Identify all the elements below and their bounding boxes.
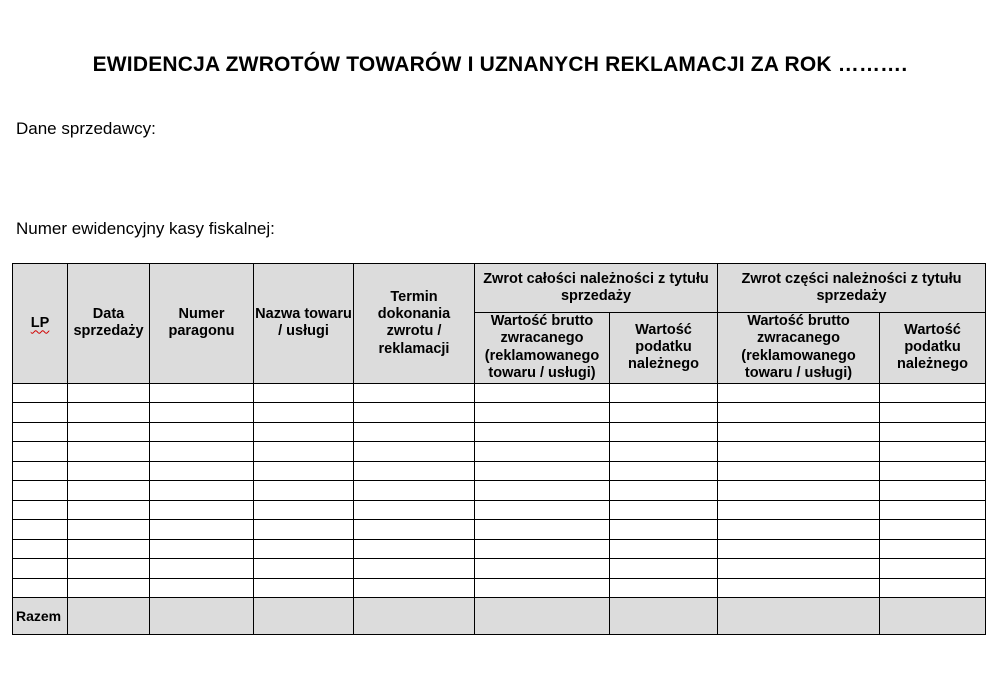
header-receipt-number: Numer paragonu bbox=[150, 264, 254, 384]
table-cell[interactable] bbox=[254, 481, 354, 501]
seller-data-label: Dane sprzedawcy: bbox=[16, 119, 156, 138]
header-full-tax-value: Wartość podatku należnego bbox=[610, 313, 718, 384]
table-cell[interactable] bbox=[254, 461, 354, 481]
table-cell[interactable] bbox=[150, 520, 254, 540]
total-cell[interactable] bbox=[254, 598, 354, 635]
table-cell[interactable] bbox=[13, 442, 68, 462]
table-cell[interactable] bbox=[880, 520, 986, 540]
table-row bbox=[13, 461, 986, 481]
table-cell[interactable] bbox=[718, 461, 880, 481]
table-cell[interactable] bbox=[475, 442, 610, 462]
header-full-return-group: Zwrot całości należności z tytułu sprzedaży bbox=[475, 264, 718, 313]
table-cell[interactable] bbox=[68, 578, 150, 598]
table-row bbox=[13, 578, 986, 598]
table-cell[interactable] bbox=[354, 500, 475, 520]
table-cell[interactable] bbox=[880, 442, 986, 462]
table-cell[interactable] bbox=[254, 559, 354, 579]
table-cell[interactable] bbox=[880, 461, 986, 481]
table-cell[interactable] bbox=[718, 539, 880, 559]
table-cell[interactable] bbox=[718, 442, 880, 462]
table-cell[interactable] bbox=[610, 403, 718, 423]
table-row bbox=[13, 442, 986, 462]
header-full-gross-value: Wartość brutto zwracanego (reklamowanego towaru / usługi) bbox=[475, 313, 610, 384]
table-cell[interactable] bbox=[254, 520, 354, 540]
table-cell[interactable] bbox=[475, 559, 610, 579]
table-cell[interactable] bbox=[354, 383, 475, 403]
table-cell[interactable] bbox=[880, 422, 986, 442]
table-cell[interactable] bbox=[150, 403, 254, 423]
table-cell[interactable] bbox=[610, 539, 718, 559]
table-row bbox=[13, 383, 986, 403]
table-cell[interactable] bbox=[475, 383, 610, 403]
page-title: EWIDENCJA ZWROTÓW TOWARÓW I UZNANYCH REKLAMACJI ZA ROK ………. bbox=[92, 53, 908, 76]
total-cell[interactable] bbox=[150, 598, 254, 635]
returns-register-table bbox=[12, 263, 986, 635]
total-label: Razem bbox=[13, 598, 68, 635]
table-cell[interactable] bbox=[68, 422, 150, 442]
table-cell[interactable] bbox=[610, 383, 718, 403]
table-cell[interactable] bbox=[68, 461, 150, 481]
table-cell[interactable] bbox=[150, 539, 254, 559]
table-cell[interactable] bbox=[475, 578, 610, 598]
header-sale-date: Data sprzedaży bbox=[68, 264, 150, 384]
table-cell[interactable] bbox=[610, 461, 718, 481]
table-cell[interactable] bbox=[68, 403, 150, 423]
table-cell[interactable] bbox=[354, 539, 475, 559]
total-cell[interactable] bbox=[68, 598, 150, 635]
table-cell[interactable] bbox=[68, 539, 150, 559]
header-lp bbox=[13, 264, 68, 384]
table-cell[interactable] bbox=[610, 559, 718, 579]
table-cell[interactable] bbox=[880, 559, 986, 579]
header-partial-tax-value: Wartość podatku należnego bbox=[880, 313, 986, 384]
table-cell[interactable] bbox=[150, 500, 254, 520]
table-cell[interactable] bbox=[610, 500, 718, 520]
table-cell[interactable] bbox=[610, 442, 718, 462]
table-cell[interactable] bbox=[610, 422, 718, 442]
table-row bbox=[13, 422, 986, 442]
table-cell[interactable] bbox=[150, 442, 254, 462]
table-cell[interactable] bbox=[13, 383, 68, 403]
table-cell[interactable] bbox=[475, 461, 610, 481]
table-cell[interactable] bbox=[254, 403, 354, 423]
table-cell[interactable] bbox=[254, 500, 354, 520]
table-row bbox=[13, 539, 986, 559]
total-cell[interactable] bbox=[354, 598, 475, 635]
table-cell[interactable] bbox=[475, 520, 610, 540]
table-row bbox=[13, 481, 986, 501]
table-cell[interactable] bbox=[354, 578, 475, 598]
table-cell[interactable] bbox=[718, 559, 880, 579]
table-cell[interactable] bbox=[475, 500, 610, 520]
table-cell[interactable] bbox=[13, 481, 68, 501]
table-cell[interactable] bbox=[150, 383, 254, 403]
table-cell[interactable] bbox=[718, 422, 880, 442]
table-cell[interactable] bbox=[880, 500, 986, 520]
table-cell[interactable] bbox=[150, 422, 254, 442]
table-cell[interactable] bbox=[880, 578, 986, 598]
table-cell[interactable] bbox=[13, 500, 68, 520]
total-cell[interactable] bbox=[475, 598, 610, 635]
table-cell[interactable] bbox=[13, 403, 68, 423]
table-cell[interactable] bbox=[880, 383, 986, 403]
table-cell[interactable] bbox=[354, 520, 475, 540]
fiscal-register-number-label: Numer ewidencyjny kasy fiskalnej: bbox=[16, 219, 275, 238]
table-cell[interactable] bbox=[354, 422, 475, 442]
table-body bbox=[13, 383, 986, 598]
header-partial-gross-value: Wartość brutto zwracanego (reklamowanego towaru / usługi) bbox=[718, 313, 880, 384]
total-cell[interactable] bbox=[718, 598, 880, 635]
table-cell[interactable] bbox=[150, 461, 254, 481]
table-cell[interactable] bbox=[254, 578, 354, 598]
table-cell[interactable] bbox=[68, 520, 150, 540]
table-cell[interactable] bbox=[610, 520, 718, 540]
total-cell[interactable] bbox=[610, 598, 718, 635]
table-row bbox=[13, 500, 986, 520]
table-cell[interactable] bbox=[150, 559, 254, 579]
table-cell[interactable] bbox=[254, 539, 354, 559]
table-cell[interactable] bbox=[150, 578, 254, 598]
table-cell[interactable] bbox=[254, 383, 354, 403]
table-cell[interactable] bbox=[13, 520, 68, 540]
header-return-date: Termin dokonania zwrotu / reklamacji bbox=[354, 264, 475, 384]
table-cell[interactable] bbox=[13, 422, 68, 442]
table-row bbox=[13, 520, 986, 540]
total-cell[interactable] bbox=[880, 598, 986, 635]
table-cell[interactable] bbox=[880, 481, 986, 501]
table-cell[interactable] bbox=[880, 539, 986, 559]
header-item-name: Nazwa towaru / usługi bbox=[254, 264, 354, 384]
table-cell[interactable] bbox=[68, 500, 150, 520]
table-row bbox=[13, 403, 986, 423]
table-cell[interactable] bbox=[718, 481, 880, 501]
table-cell[interactable] bbox=[610, 481, 718, 501]
table-cell[interactable] bbox=[475, 422, 610, 442]
table-row bbox=[13, 559, 986, 579]
table-cell[interactable] bbox=[68, 481, 150, 501]
table-cell[interactable] bbox=[150, 481, 254, 501]
table-cell[interactable] bbox=[718, 520, 880, 540]
table-cell[interactable] bbox=[13, 539, 68, 559]
table-cell[interactable] bbox=[354, 403, 475, 423]
table-cell[interactable] bbox=[354, 559, 475, 579]
table-cell[interactable] bbox=[610, 578, 718, 598]
table-cell[interactable] bbox=[718, 403, 880, 423]
table-cell[interactable] bbox=[13, 559, 68, 579]
table-cell[interactable] bbox=[475, 403, 610, 423]
table-cell[interactable] bbox=[68, 559, 150, 579]
table-cell[interactable] bbox=[354, 442, 475, 462]
table-cell[interactable] bbox=[718, 578, 880, 598]
table-cell[interactable] bbox=[254, 442, 354, 462]
table-cell[interactable] bbox=[68, 383, 150, 403]
table-cell[interactable] bbox=[475, 539, 610, 559]
header-partial-return-group: Zwrot części należności z tytułu sprzedaży bbox=[718, 264, 986, 313]
total-row bbox=[13, 598, 986, 635]
header-lp-label: LP bbox=[30, 314, 50, 331]
table-cell[interactable] bbox=[718, 500, 880, 520]
table-cell[interactable] bbox=[354, 481, 475, 501]
table-cell[interactable] bbox=[880, 403, 986, 423]
table-cell[interactable] bbox=[354, 461, 475, 481]
table-cell[interactable] bbox=[475, 481, 610, 501]
table-cell[interactable] bbox=[718, 383, 880, 403]
table-cell[interactable] bbox=[68, 442, 150, 462]
table-cell[interactable] bbox=[13, 461, 68, 481]
table-cell[interactable] bbox=[13, 578, 68, 598]
table-cell[interactable] bbox=[254, 422, 354, 442]
